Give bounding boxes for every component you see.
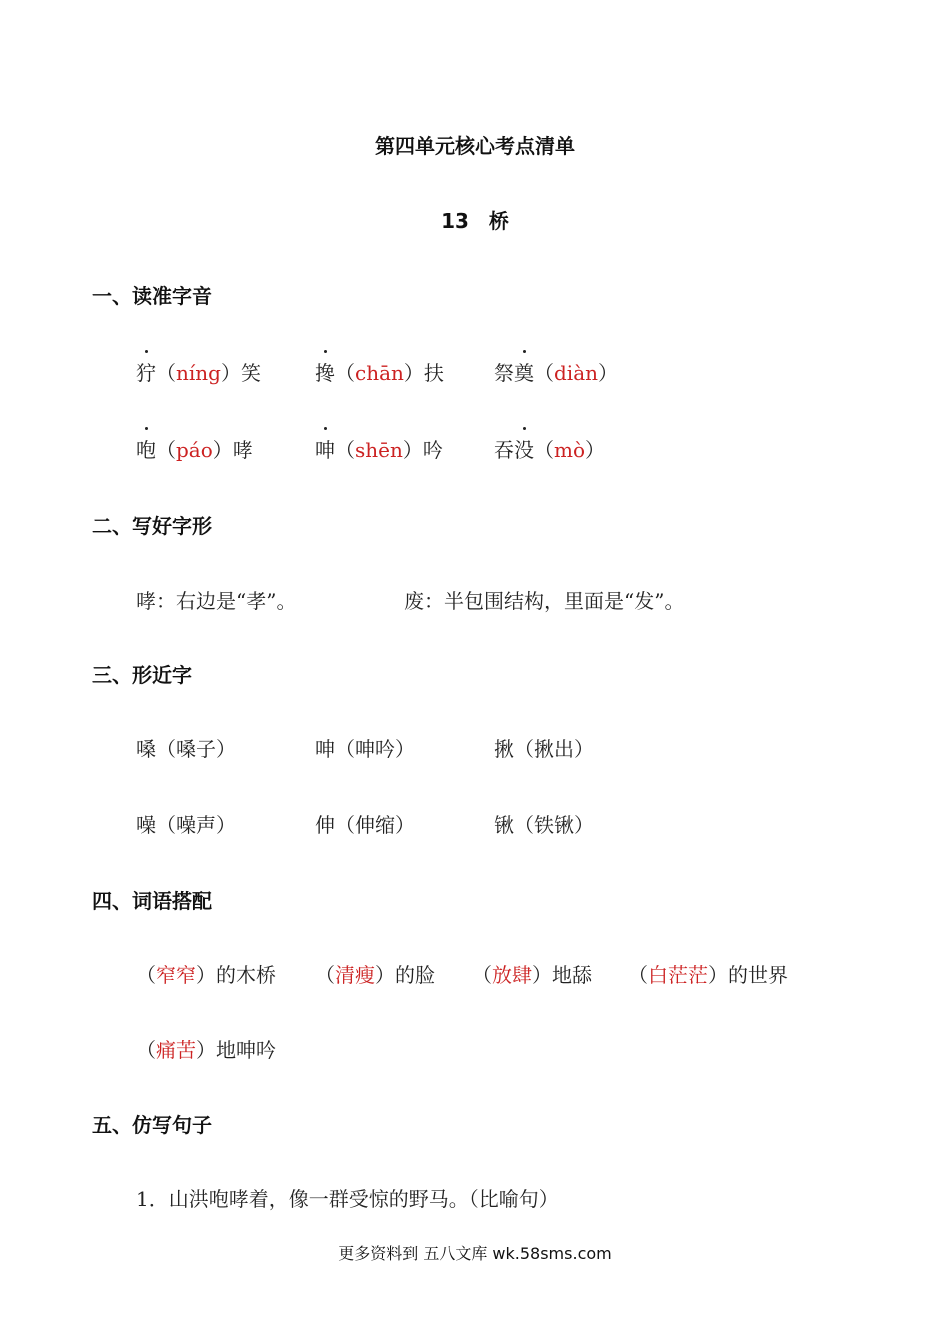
section-heading-writing: 二、写好字形 xyxy=(92,514,212,538)
similar-char: 噪（噪声） xyxy=(136,813,236,837)
collocation-item: （窄窄）的木桥 xyxy=(136,963,276,987)
section-heading-imitation: 五、仿写句子 xyxy=(92,1113,212,1137)
section-heading-similar-chars: 三、形近字 xyxy=(92,663,192,687)
writing-note: 哮：右边是“孝”。 xyxy=(136,589,297,613)
pinyin-item: 呻（shēn）吟 xyxy=(315,434,443,463)
imitation-sentence: 1．山洪咆哮着，像一群受惊的野马。（比喻句） xyxy=(136,1187,559,1211)
similar-char: 锹（铁锹） xyxy=(494,813,594,837)
similar-char: 伸（伸缩） xyxy=(315,813,415,837)
pinyin-item: 吞没（mò） xyxy=(494,434,605,463)
pinyin-item: 搀（chān）扶 xyxy=(315,357,444,386)
collocation-item: （白茫茫）的世界 xyxy=(628,963,788,987)
page-title: 第四单元核心考点清单 xyxy=(375,134,575,158)
section-heading-collocation: 四、词语搭配 xyxy=(92,889,212,913)
pinyin-item: 咆（páo）哮 xyxy=(136,434,253,463)
similar-char: 嗓（嗓子） xyxy=(136,737,236,761)
collocation-item: （痛苦）地呻吟 xyxy=(136,1038,276,1062)
section-heading-pronunciation: 一、读准字音 xyxy=(92,284,212,308)
collocation-item: （放肆）地舔 xyxy=(472,963,592,987)
collocation-item: （清瘦）的脸 xyxy=(315,963,435,987)
footer-note: 更多资料到 五八文库 wk.58sms.com xyxy=(338,1244,612,1263)
pinyin-item: 祭奠（diàn） xyxy=(494,357,618,386)
similar-char: 揪（揪出） xyxy=(494,737,594,761)
writing-note: 废：半包围结构，里面是“发”。 xyxy=(404,589,685,613)
similar-char: 呻（呻吟） xyxy=(315,737,415,761)
pinyin-item: 狞（níng）笑 xyxy=(136,357,261,386)
lesson-title: 13 桥 xyxy=(441,209,509,233)
